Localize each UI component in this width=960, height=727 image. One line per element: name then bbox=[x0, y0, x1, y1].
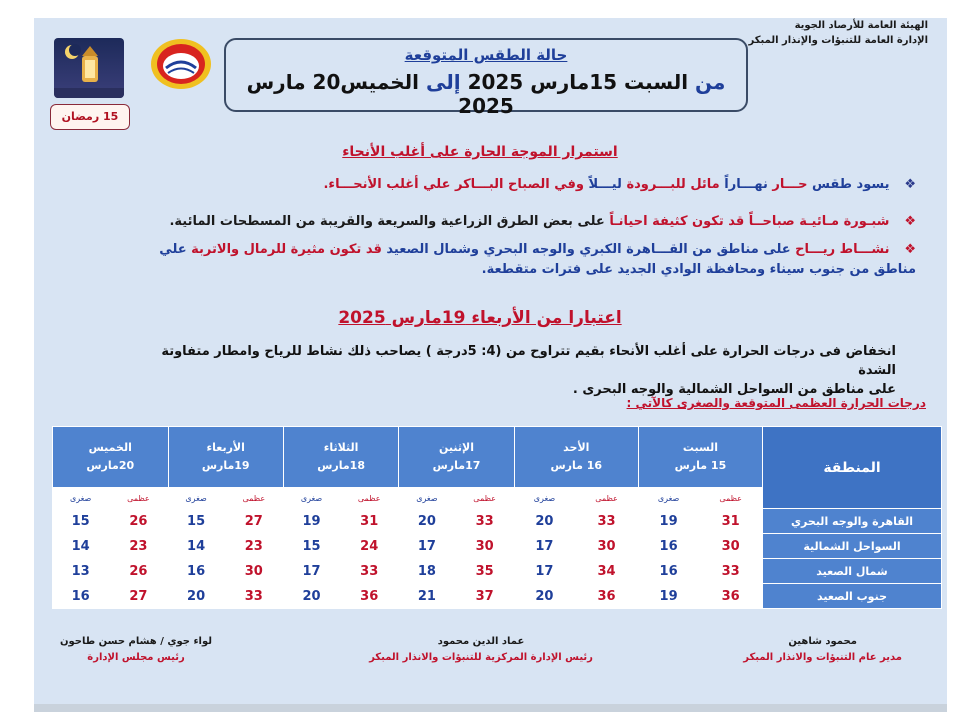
max-temp: 37 bbox=[455, 584, 514, 609]
region-name: القاهرة والوجه البحري bbox=[763, 509, 942, 534]
day-header: الإثنين 17مارس bbox=[399, 427, 514, 488]
bullet-text: ليـــلاً bbox=[588, 177, 622, 192]
max-temp: 33 bbox=[575, 509, 639, 534]
day-header: الثلاثاء 18مارس bbox=[283, 427, 398, 488]
bullet-highlight: نشـــاط ريـــاح bbox=[795, 242, 890, 257]
max-temp: 35 bbox=[455, 559, 514, 584]
table-row bbox=[53, 534, 942, 559]
bullet-text: علي مناطق من جنوب سيناء ومحافظة الوادي الجديد على فترات متقطعة. bbox=[159, 242, 916, 277]
min-temp: 20 bbox=[168, 584, 224, 609]
signature-block bbox=[356, 634, 606, 666]
paragraph-line: انخفاض فى درجات الحرارة على أغلب الأنحاء بقيم تتراوح من (4: 5درجة ) يصاحب ذلك نشاط للرياح وامطار متفاوتة الشدة bbox=[161, 344, 896, 378]
max-temp: 26 bbox=[109, 509, 168, 534]
min-label: صغرى bbox=[283, 488, 339, 509]
min-label: صغرى bbox=[638, 488, 698, 509]
signatory-role: مدير عام التنبؤات والانذار المبكر bbox=[743, 652, 902, 663]
signatory-name: عماد الدين محمود bbox=[437, 636, 525, 647]
max-label: عظمى bbox=[575, 488, 639, 509]
diamond-bullet-icon: ❖ bbox=[904, 214, 916, 229]
bullet-winds bbox=[136, 240, 916, 280]
region-name: السواحل الشمالية bbox=[763, 534, 942, 559]
min-temp: 16 bbox=[638, 559, 698, 584]
min-temp: 15 bbox=[53, 509, 109, 534]
bullet-text: على بعض الطرق الزراعية والسريعة والقريبة من المسطحات المائية. bbox=[169, 214, 605, 229]
period-start: السبت 15مارس 2025 bbox=[467, 70, 689, 94]
signatory-name: لواء جوي / هشام حسن طاحون bbox=[59, 636, 213, 647]
max-temp: 27 bbox=[224, 509, 283, 534]
min-label: صغرى bbox=[399, 488, 455, 509]
period-from-label: من bbox=[695, 70, 726, 94]
change-date-headline: اعتبارا من الأربعاء 19مارس 2025 bbox=[338, 308, 622, 328]
max-temp: 36 bbox=[699, 584, 763, 609]
temperature-table bbox=[52, 426, 942, 609]
max-label: عظمى bbox=[109, 488, 168, 509]
bullet-text: على مناطق من القـــاهرة الكبري والوجه البحري وشمال الصعيد bbox=[386, 242, 791, 257]
max-temp: 24 bbox=[340, 534, 399, 559]
max-temp: 26 bbox=[109, 559, 168, 584]
bullet-fog bbox=[136, 212, 916, 232]
min-temp: 17 bbox=[514, 534, 574, 559]
min-temp: 19 bbox=[283, 509, 339, 534]
max-temp: 33 bbox=[340, 559, 399, 584]
agency-header bbox=[749, 18, 929, 48]
agency-name: الهيئة العامة للأرصاد الجوية bbox=[794, 20, 928, 31]
min-label: صغرى bbox=[168, 488, 224, 509]
forecast-period bbox=[226, 70, 746, 118]
max-temp: 23 bbox=[224, 534, 283, 559]
signature-block bbox=[56, 634, 216, 666]
forecast-title-box bbox=[224, 38, 748, 118]
min-temp: 16 bbox=[53, 584, 109, 609]
bullet-highlight: وفي الصباح البـــاكر علي أغلب الأنحـــاء. bbox=[323, 177, 584, 192]
temperature-drop-paragraph bbox=[136, 342, 896, 399]
paragraph-line: على مناطق من السواحل الشمالية والوجه البحرى . bbox=[572, 382, 896, 397]
table-header-row bbox=[53, 427, 942, 488]
signatory-name: محمود شاهين bbox=[788, 636, 857, 647]
max-temp: 30 bbox=[455, 534, 514, 559]
min-temp: 21 bbox=[399, 584, 455, 609]
signature-block bbox=[743, 634, 902, 666]
min-temp: 14 bbox=[53, 534, 109, 559]
bullet-text: يسود طقس bbox=[812, 177, 890, 192]
min-temp: 16 bbox=[638, 534, 698, 559]
ramadan-day-badge: 15 رمضان bbox=[50, 104, 130, 130]
region-column-header: المنطقة bbox=[763, 427, 942, 509]
max-label: عظمى bbox=[455, 488, 514, 509]
lantern-icon bbox=[54, 38, 124, 98]
agency-department: الإدارة العامة للتنبؤات والإنذار المبكر bbox=[748, 35, 928, 46]
min-temp: 17 bbox=[514, 559, 574, 584]
max-temp: 30 bbox=[224, 559, 283, 584]
bullet-weather-summary bbox=[136, 175, 916, 195]
day-header: الأربعاء 19مارس bbox=[168, 427, 283, 488]
diamond-bullet-icon: ❖ bbox=[904, 242, 916, 257]
day-header: السبت 15 مارس bbox=[638, 427, 762, 488]
ramadan-lantern-image bbox=[54, 38, 124, 98]
min-temp: 17 bbox=[283, 559, 339, 584]
max-label: عظمى bbox=[699, 488, 763, 509]
heatwave-headline: استمرار الموجة الحارة على أغلب الأنحاء bbox=[342, 144, 618, 160]
max-temp: 23 bbox=[109, 534, 168, 559]
max-temp: 36 bbox=[340, 584, 399, 609]
max-temp: 30 bbox=[575, 534, 639, 559]
table-row bbox=[53, 559, 942, 584]
table-row bbox=[53, 509, 942, 534]
sheet-shadow bbox=[34, 704, 947, 712]
max-label: عظمى bbox=[224, 488, 283, 509]
day-header: الخميس 20مارس bbox=[53, 427, 169, 488]
min-label: صغرى bbox=[514, 488, 574, 509]
period-to-label: إلى bbox=[425, 70, 461, 94]
bullet-highlight: مائل للبـــرودة bbox=[626, 177, 720, 192]
min-temp: 15 bbox=[283, 534, 339, 559]
min-temp: 17 bbox=[399, 534, 455, 559]
max-temp: 31 bbox=[699, 509, 763, 534]
period-end: الخميس20 مارس 2025 bbox=[246, 70, 514, 118]
min-temp: 18 bbox=[399, 559, 455, 584]
bullet-highlight: شبـورة مـائيـة صباحــاً قد تكون كثيفة احيانـاً bbox=[609, 214, 890, 229]
region-name: شمال الصعيد bbox=[763, 559, 942, 584]
day-header: الأحد 16 مارس bbox=[514, 427, 638, 488]
max-temp: 36 bbox=[575, 584, 639, 609]
min-temp: 20 bbox=[283, 584, 339, 609]
min-temp: 19 bbox=[638, 509, 698, 534]
max-temp: 33 bbox=[224, 584, 283, 609]
signatory-role: رئيس الإدارة المركزية للتنبؤات والانذار المبكر bbox=[369, 652, 593, 663]
min-temp: 19 bbox=[638, 584, 698, 609]
min-temp: 14 bbox=[168, 534, 224, 559]
max-label: عظمى bbox=[340, 488, 399, 509]
min-temp: 20 bbox=[514, 509, 574, 534]
min-temp: 13 bbox=[53, 559, 109, 584]
bullet-highlight: حـــار bbox=[772, 177, 808, 192]
region-name: جنوب الصعيد bbox=[763, 584, 942, 609]
bullet-highlight: قد تكون مثيرة للرمال والاتربة bbox=[191, 242, 382, 257]
min-temp: 20 bbox=[399, 509, 455, 534]
max-temp: 33 bbox=[699, 559, 763, 584]
min-temp: 20 bbox=[514, 584, 574, 609]
max-temp: 27 bbox=[109, 584, 168, 609]
bullet-text: نهـــاراً bbox=[724, 177, 768, 192]
meteorological-authority-logo bbox=[146, 36, 216, 92]
min-temp: 15 bbox=[168, 509, 224, 534]
forecast-title: حالة الطقس المتوقعة bbox=[404, 46, 568, 64]
max-temp: 31 bbox=[340, 509, 399, 534]
min-label: صغرى bbox=[53, 488, 109, 509]
table-row bbox=[53, 584, 942, 609]
max-temp: 34 bbox=[575, 559, 639, 584]
signatory-role: رئيس مجلس الإدارة bbox=[87, 652, 185, 663]
min-temp: 16 bbox=[168, 559, 224, 584]
diamond-bullet-icon: ❖ bbox=[904, 177, 916, 192]
temperatures-subheading: درجات الحرارة العظمى المتوقعة والصغرى كالآتي : bbox=[626, 396, 926, 410]
max-temp: 33 bbox=[455, 509, 514, 534]
max-temp: 30 bbox=[699, 534, 763, 559]
